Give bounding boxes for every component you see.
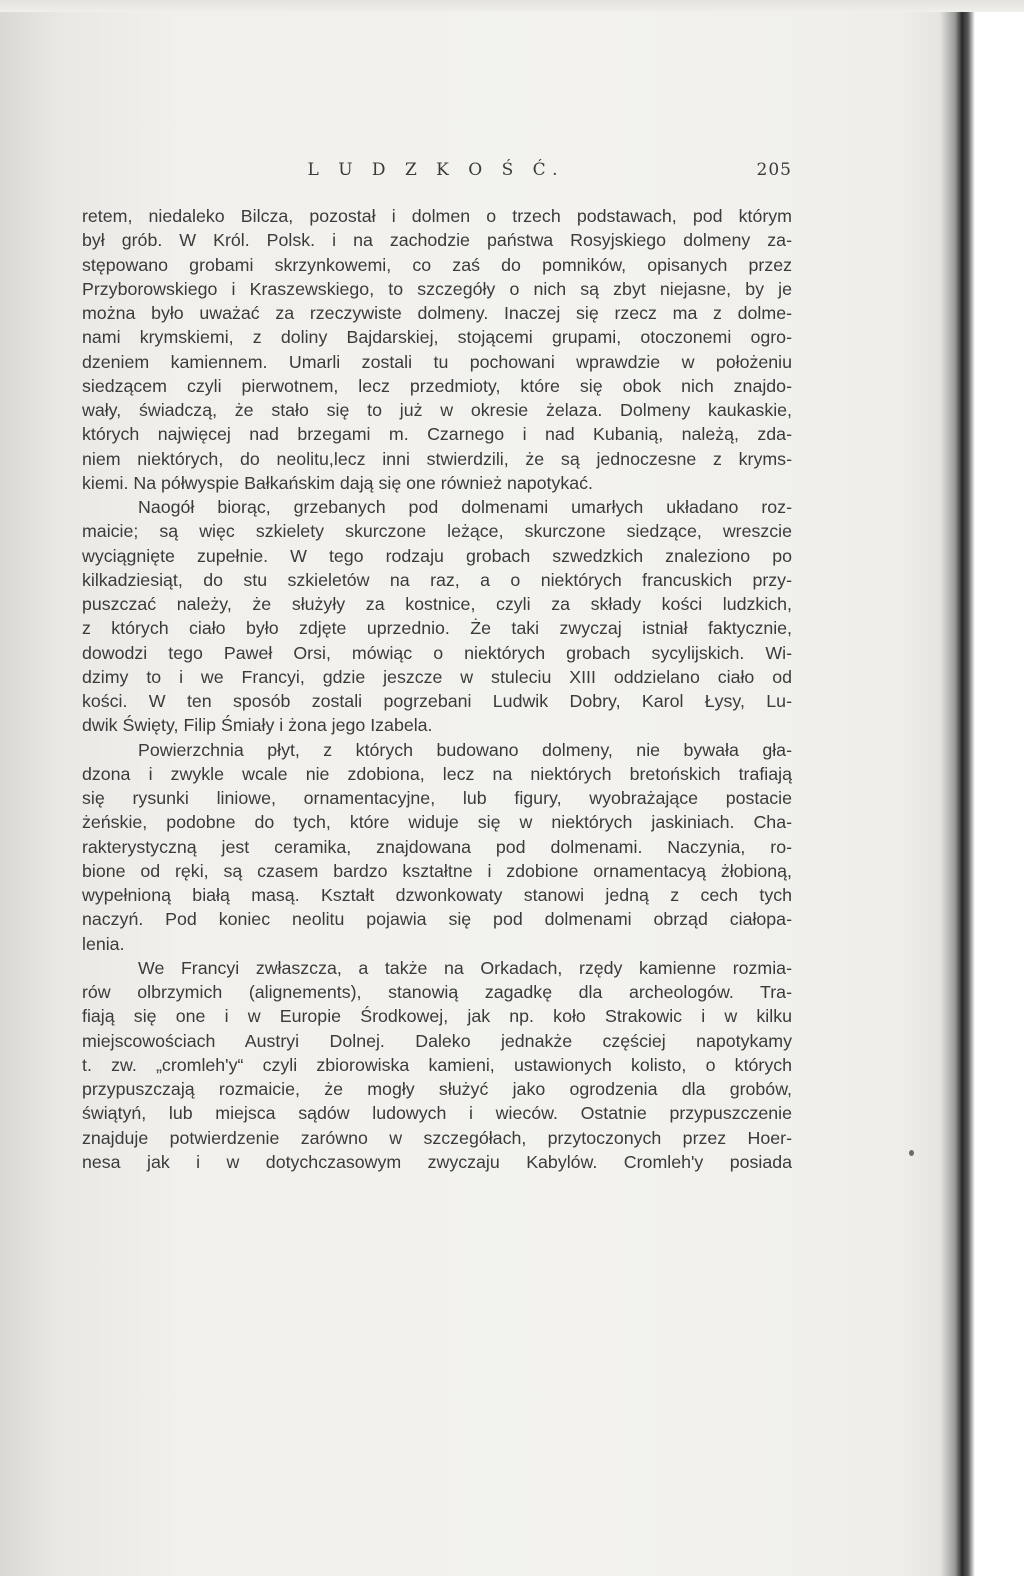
- text-line: dzona i zwykle wcale nie zdobiona, lecz na niektórych bretońskich trafiają: [82, 763, 792, 784]
- text-line: kości. W ten sposób zostali pogrzebani Ludwik Dobry, Karol Łysy, Lu-: [82, 691, 792, 711]
- text-line: niem niektórych, do neolitu,lecz inni stwierdzili, że są jednoczesne z kryms-: [82, 448, 792, 469]
- text-line: wyciągnięte zupełnie. W tego rodzaju grobach szwedzkich znaleziono po: [82, 545, 792, 566]
- text-line: rów olbrzymich (alignements), stanowią zagadkę dla archeologów. Tra-: [82, 982, 792, 1002]
- text-line: Przyborowskiego i Kraszewskiego, to szczegóły o nich są zbyt niejasne, by je: [82, 278, 792, 299]
- text-line: można było uważać za rzeczywiste dolmeny. Inaczej się rzecz ma z dolme-: [82, 303, 792, 323]
- text-line: Powierzchnia płyt, z których budowano dolmeny, nie bywała gła-: [138, 739, 792, 760]
- body-text: [82, 204, 792, 1174]
- text-line: się rysunki liniowe, ornamentacyjne, lub figury, wyobrażające postacie: [82, 788, 792, 808]
- text-line: We Francyi zwłaszcza, a także na Orkadach, rzędy kamienne rozmia-: [138, 957, 792, 978]
- running-head: [80, 156, 792, 186]
- text-line: dzeniem kamiennem. Umarli zostali tu pochowani wprawdzie w położeniu: [82, 351, 792, 372]
- text-line: maicie; są więc szkielety skurczone leżące, skurczone siedzące, wreszcie: [82, 521, 792, 542]
- paragraph-1: [82, 204, 792, 495]
- text-line: rakterystyczną jest ceramika, znajdowana pod dolmenami. Naczynia, ro-: [82, 836, 792, 857]
- text-line: wypełnioną białą masą. Kształt dzwonkowaty stanowi jedną z cech tych: [82, 885, 792, 905]
- text-line: wały, świadczą, że stało się to już w okresie żelaza. Dolmeny kaukaskie,: [82, 400, 792, 420]
- running-title: L U D Z K O Ś Ć.: [307, 160, 565, 180]
- text-line: z których ciało było zdjęte uprzednio. Że taki zwyczaj istniał faktycznie,: [82, 618, 792, 639]
- text-line: kiemi. Na półwyspie Bałkańskim dają się one również napotykać.: [82, 472, 593, 493]
- paragraph-3: [82, 738, 792, 956]
- text-line: świątyń, lub miejsca sądów ludowych i wieców. Ostatnie przypuszczenie: [82, 1103, 792, 1124]
- text-line: był grób. W Król. Polsk. i na zachodzie państwa Rosyjskiego dolmeny za-: [82, 230, 792, 251]
- text-line: żeńskie, podobne do tych, które widuje się w niektórych jaskiniach. Cha-: [82, 812, 792, 833]
- text-line: przypuszczają rozmaicie, że mogły służyć jako ogrodzenia dla grobów,: [82, 1079, 792, 1099]
- text-line: Naogół biorąc, grzebanych pod dolmenami umarłych układano roz-: [138, 497, 792, 517]
- text-line: puszczać należy, że służyły za kostnice, czyli za składy kości ludzkich,: [82, 594, 792, 614]
- page-top-edge: [0, 0, 1024, 12]
- paragraph-2: [82, 495, 792, 738]
- text-line: miejscowościach Austryi Dolnej. Daleko jednakże częściej napotykamy: [82, 1030, 792, 1051]
- text-line: nami krymskiemi, z doliny Bajdarskiej, stojącemi grupami, otoczonemi ogro-: [82, 327, 792, 348]
- text-line: dowodzi tego Paweł Orsi, mówiąc o niektórych grobach sycylijskich. Wi-: [82, 642, 792, 663]
- text-line: kilkadziesiąt, do stu szkieletów na raz, a o niektórych francuskich przy-: [82, 569, 792, 590]
- text-line: t. zw. „cromleh'y“ czyli zbiorowiska kamieni, ustawionych kolisto, o których: [82, 1054, 792, 1075]
- text-line: znajduje potwierdzenie zarówno w szczegółach, przytoczonych przez Hoer-: [82, 1127, 792, 1148]
- paragraph-4: [82, 956, 792, 1174]
- text-line: lenia.: [82, 933, 125, 954]
- text-line: siedzącem czyli pierwotnem, lecz przedmioty, które się obok nich znajdo-: [82, 375, 792, 396]
- text-line: fiają się one i w Europie Środkowej, jak np. koło Strakowic i w kilku: [82, 1006, 792, 1027]
- text-line: dzimy to i we Francyi, gdzie jeszcze w stuleciu XIII oddzielano ciało od: [82, 666, 792, 687]
- page-number: 205: [756, 160, 792, 180]
- ink-speck: [909, 1150, 914, 1156]
- text-line: bione od ręki, są czasem bardzo kształtne i zdobione ornamentacyą żłobioną,: [82, 860, 792, 881]
- text-line: dwik Święty, Filip Śmiały i żona jego Izabela.: [82, 715, 433, 736]
- text-line: naczyń. Pod koniec neolitu pojawia się pod dolmenami obrząd ciałopa-: [82, 909, 792, 930]
- text-line: stępowano grobami skrzynkowemi, co zaś do pomników, opisanych przez: [82, 254, 792, 275]
- text-line: których najwięcej nad brzegami m. Czarnego i nad Kubanią, należą, zda-: [82, 424, 792, 445]
- text-line: retem, niedaleko Bilcza, pozostał i dolmen o trzech podstawach, pod którym: [82, 206, 792, 226]
- text-line: nesa jak i w dotychczasowym zwyczaju Kabylów. Cromleh'y posiada: [82, 1151, 792, 1172]
